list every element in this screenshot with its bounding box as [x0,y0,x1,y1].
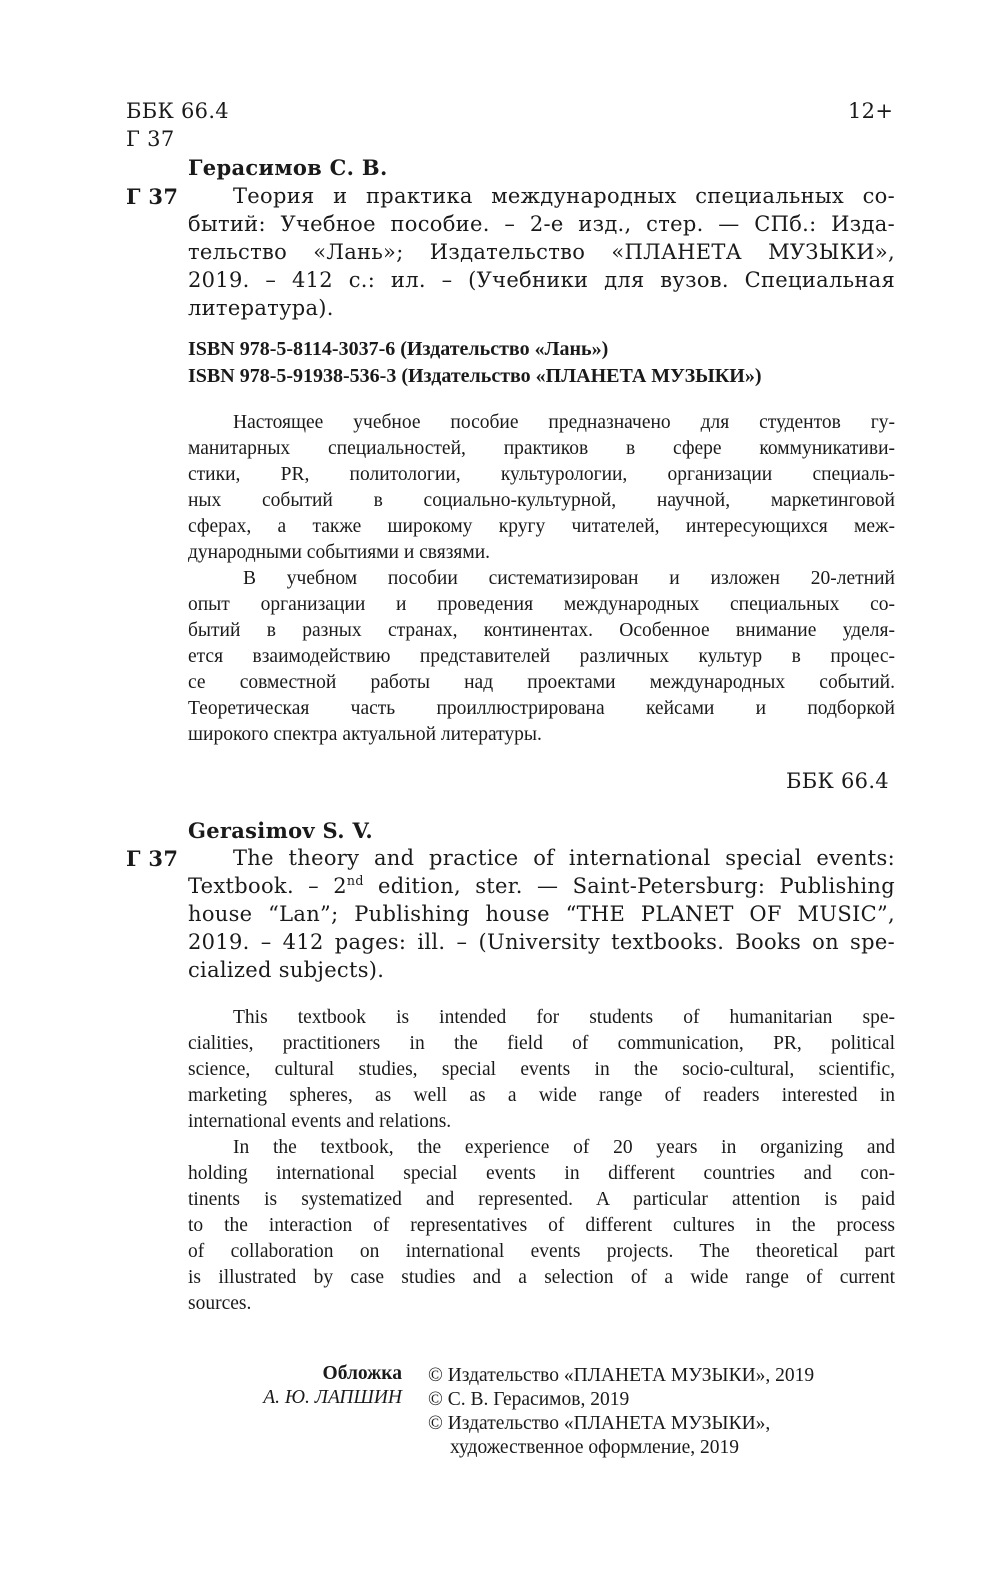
author-name-ru: Герасимов С. В. [188,155,388,180]
en-abstract-line: In the textbook, the experience of 20 years in organizing and [233,1137,895,1158]
en-abstract-line: This textbook is intended for students of humanitarian spe- [233,1007,895,1028]
ru-abstract-line: се совместной работы над проектами международных событий. [188,672,895,693]
en-abstract-line: marketing spheres, as well as a wide range of readers interested in [188,1085,895,1106]
ru-abstract-line: стики, PR, политологии, культурологии, организации специаль- [188,464,895,485]
ru-abstract-line: сферах, а также широкому кругу читателей, интересующихся меж- [188,516,895,537]
en-abstract-line: holding international special events in different countries and con- [188,1163,895,1184]
author-name-en: Gerasimov S. V. [188,818,373,843]
ru-entry-line: тельство «Лань»; Издательство «ПЛАНЕТА МУЗЫКИ», [188,240,895,264]
bbk-code-top: ББК 66.4 [126,99,229,123]
copyright-line-cont: художественное оформление, 2019 [450,1437,739,1458]
en-abstract-line: sources. [188,1293,252,1314]
ru-entry-line: Теория и практика международных специальных со- [233,184,895,208]
copyright-line: © Издательство «ПЛАНЕТА МУЗЫКИ», [428,1413,771,1434]
ru-entry-line: литература). [188,296,334,320]
isbn-lan: ISBN 978-5-8114-3037-6 (Издательство «Лань») [188,338,609,360]
en-abstract-line: to the interaction of representatives of different cultures in the process [188,1215,895,1236]
en-abstract-line: cialities, practitioners in the field of communication, PR, political [188,1033,895,1054]
ru-abstract-line: бытий в разных странах, континентах. Особенное внимание уделя- [188,620,895,641]
en-abstract-line: science, cultural studies, special events in the socio-cultural, scientific, [188,1059,895,1080]
en-entry-line: 2019. – 412 pages: ill. – (University textbooks. Books on spe- [188,930,895,954]
ru-abstract-line: манитарных специальностей, практиков в сфере коммуникативи- [188,438,895,459]
author-mark-en: Г 37 [126,846,179,871]
en-abstract-line: international events and relations. [188,1111,452,1132]
edition-ordinal-suffix: nd [346,873,364,888]
author-mark-top: Г 37 [126,127,175,151]
en-entry-line [188,873,895,898]
ru-abstract-line: широкого спектра актуальной литературы. [188,724,542,745]
cover-artist: А. Ю. ЛАПШИН [263,1387,402,1408]
ru-abstract-line: ных событий в социально-культурной, научной, маркетинговой [188,490,895,511]
en-abstract-line: is illustrated by case studies and a selection of a wide range of current [188,1267,895,1288]
ru-abstract-line: ется взаимодействию представителей различных культур в процес- [188,646,895,667]
age-rating: 12+ [848,99,894,123]
ru-entry-line: бытий: Учебное пособие. – 2-е изд., стер. — СПб.: Изда- [188,212,895,236]
ru-abstract-line: В учебном пособии систематизирован и изложен 20-летний [243,568,895,589]
copyright-line: © С. В. Герасимов, 2019 [428,1389,630,1410]
ru-abstract-line: дународными событиями и связями. [188,542,491,563]
en-abstract-line: tinents is systematized and represented. A particular attention is paid [188,1189,895,1210]
en-entry-text: edition, ster. — Saint-Petersburg: Publishing [363,874,895,898]
ru-abstract-line: Настоящее учебное пособие предназначено для студентов гу- [233,412,895,433]
en-entry-text: Textbook. – 2 [188,874,347,898]
ru-abstract-line: опыт организации и проведения международных специальных со- [188,594,895,615]
en-entry-line: cialized subjects). [188,958,385,982]
author-mark-ru: Г 37 [126,184,179,209]
en-abstract-line: of collaboration on international events projects. The theoretical part [188,1241,895,1262]
ru-abstract-line: Теоретическая часть проиллюстрирована кейсами и подборкой [188,698,895,719]
bbk-code-bottom: ББК 66.4 [786,769,889,793]
en-entry-line: The theory and practice of international special events: [233,846,895,870]
cover-label: Обложка [322,1363,402,1384]
en-entry-line: house “Lan”; Publishing house “THE PLANET OF MUSIC”, [188,902,895,926]
ru-entry-line: 2019. – 412 с.: ил. – (Учебники для вузов. Специальная [188,268,895,292]
isbn-planeta-muzyki: ISBN 978-5-91938-536-3 (Издательство «ПЛАНЕТА МУЗЫКИ») [188,365,762,387]
copyright-line: © Издательство «ПЛАНЕТА МУЗЫКИ», 2019 [428,1365,815,1386]
